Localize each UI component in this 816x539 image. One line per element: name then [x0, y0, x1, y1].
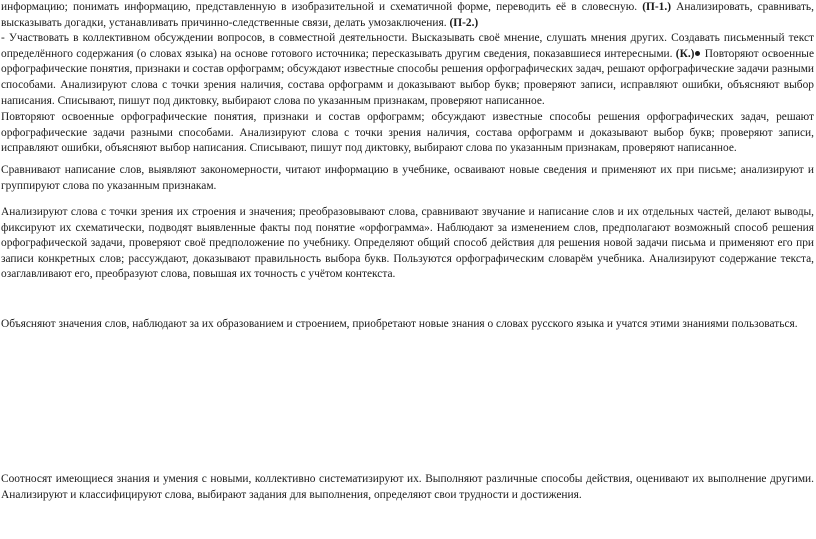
paragraph-compare-spelling: Сравнивают написание слов, выявляют закономерности, читают информацию в учебнике, осваивают новые сведения и применяют их при письме; анализируют и группируют слова по указанным признакам.: [1, 164, 814, 192]
text-line: информацию; понимать информацию, представленную в изобразительной и схематичной форме, переводить её в словесную.: [1, 1, 638, 13]
text-line: Повторяют освоенные орфографические понятия, признаки и состав орфограмм; обсуждают известные способы решения орфографических задач, решают орфографические задачи разными способами. Анализируют слова с точки зрения наличия, состава орфограмм и доказывают выбор букв; проверяют записи, исправляют ошибки, объясняют выбор написания. Списывают, пишут под диктовку, выбирают слова по указанным признакам, проверяют написанное.: [1, 47, 815, 107]
text-line: - Участвовать в коллективном обсуждении вопросов, в совместной деятельности. Высказывать своё мнение, слушать мнения других. Создавать письменный текст определённого содержания (о словах языка) на основе готового источника; пересказывать другим сведения, показавшиеся интересными.: [1, 32, 814, 60]
paragraph-orthography-repeat: Повторяют освоенные орфографические понятия, признаки и состав орфограмм; обсуждают известные способы решения орфографических задач, решают орфографические задачи разными способами. Анализируют слова с точки зрения наличия, состава орфограмм и доказывают выбор букв; проверяют записи, исправляют ошибки, объясняют выбор написания. Списывают, пишут под диктовку, выбирают слова по указанным признакам, проверяют написанное.: [1, 111, 814, 155]
paragraph-word-meanings: Объясняют значения слов, наблюдают за их образованием и строением, приобретают новые знания о словах русского языка и учатся этими знаниями пользоваться.: [1, 318, 798, 330]
paragraph-systematize: Соотносят имеющиеся знания и умения с новыми, коллективно систематизируют их. Выполняют различные способы действия, оценивают их выполнение другими. Анализируют и классифицируют слова, выбирают задания для выполнения, определяют свои трудности и достижения.: [1, 473, 814, 501]
text-line: Анализировать, сравнивать, высказывать догадки, устанавливать причинно-следственные связи, делать умозаключения.: [1, 1, 814, 29]
code-p2: (П-2.): [449, 16, 479, 29]
code-p1: (П-1.): [642, 1, 672, 13]
paragraph-competencies: [1, 0, 814, 109]
paragraph-word-analysis: Анализируют слова с точки зрения их строения и значения; преобразовывают слова, сравнивают звучание и написание слов и их отдельных частей, делают выводы, фиксируют их схематически, подводят выявленные факты под понятие «орфограмма». Наблюдают за изменением слов, предполагают возможный способ решения орфографической задачи, проверяют своё предположение по учебнику. Определяют общий способ действия для решения новой задачи письма и применяют его при записи конкретных слов; рассуждают, доказывают правильность выбора букв. Пользуются орфографическим словарём учебника. Анализируют содержание текста, озаглавливают его, преобразуют слова, повышая их точность с учётом контекста.: [1, 206, 814, 281]
code-k: (К.): [675, 47, 695, 60]
bullet-icon: [695, 51, 700, 56]
